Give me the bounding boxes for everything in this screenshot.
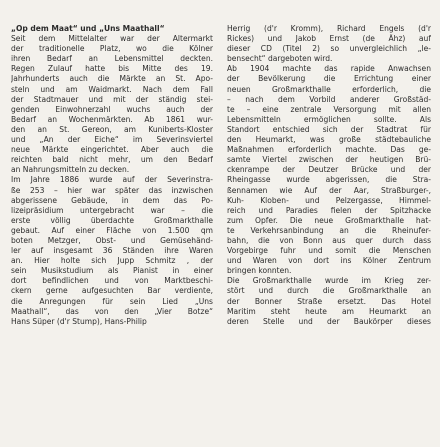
body-line: Seit dem Mittelalter war der Altermarkt bbox=[11, 34, 213, 44]
body-line: Im Jahre 1886 wurde auf der Severinstra- bbox=[11, 175, 213, 185]
body-line: te Verkehrsanbindung an die Rheinufer- bbox=[227, 225, 431, 235]
body-line: bahn, die von Bonn aus quer durch dass bbox=[227, 235, 431, 245]
body-line: erste völlig überdachte Großmarkthalle bbox=[11, 215, 213, 225]
body-line: bensecht“ dargeboten wird. bbox=[227, 54, 333, 64]
body-line: stört und durch die Großmarkthalle an bbox=[227, 286, 431, 296]
body-line: Rheingasse wurde abgerissen, die Stra- bbox=[227, 175, 431, 185]
body-line: reich und Paradies fielen der Spitzhacke bbox=[227, 205, 431, 215]
body-line: sein Musikstudium als Pianist in einer bbox=[11, 266, 213, 276]
body-line: Maritim steht heute am Heumarkt an bbox=[227, 306, 431, 316]
body-line: der Bevölkerung die Errichtung einer bbox=[227, 74, 431, 84]
body-line: neuen Großmarkthalle erforderlich, die bbox=[227, 84, 431, 94]
body-line: Kuh- Kloben- und Pelzergasse, Himmel- bbox=[227, 195, 431, 205]
body-line: lizeipräsidium untergebracht war – die bbox=[11, 205, 213, 215]
body-line: neue Märkte eingerichtet. Aber auch die bbox=[11, 145, 213, 155]
body-line: dieser CD (Titel 2) so unvergleichlich „le- bbox=[227, 44, 431, 54]
body-line: und „An der Eiche“ im Severinsviertel bbox=[11, 135, 213, 145]
body-line: ße 253 – hier war später das inzwischen bbox=[11, 185, 213, 195]
body-line: bringen konnten. bbox=[227, 266, 292, 276]
body-line: den Heumarkt, was große städtebauliche bbox=[227, 135, 431, 145]
body-line: und Waren von dort ins Kölner Zentrum bbox=[227, 256, 431, 266]
body-line: Vorgebirge fuhr und somit die Menschen bbox=[227, 246, 431, 256]
body-line: Bedarf an Wochenmärkten. Ab 1861 wur- bbox=[11, 114, 213, 124]
body-line: Jahrhunderts auch die Märkte an St. Apo- bbox=[11, 74, 213, 84]
body-line: den an St. Gereon, am Kuniberts-Kloster bbox=[11, 124, 213, 134]
body-line: Hans Süper (d'r Stump), Hans-Philip bbox=[11, 316, 147, 326]
body-line: ckenrampe der Deutzer Brücke und der bbox=[227, 165, 431, 175]
body-line: Maathall“, das von den „Vier Botze“ bbox=[11, 306, 213, 316]
body-line: der Stadtmauer und mit der ständig stei- bbox=[11, 94, 213, 104]
body-line: Herrig (d'r Kromm), Richard Engels (d'r bbox=[227, 24, 431, 33]
body-line: te – eine zentrale Versorgung mit allen bbox=[227, 104, 431, 114]
body-line: genden Einwohnerzahl wuchs auch der bbox=[11, 104, 213, 114]
body-line: Lebensmitteln ermöglichen sollte. Als bbox=[227, 114, 431, 124]
right-text-column bbox=[227, 24, 431, 327]
body-line: samte Viertel zwischen der heutigen Brü- bbox=[227, 155, 431, 165]
body-line: an. Hier holte sich Jupp Schmitz , der bbox=[11, 256, 213, 266]
body-line: ler auf insgesamt 36 Ständen ihre Waren bbox=[11, 246, 213, 256]
body-line: boten Metzger, Obst- und Gemüsehänd- bbox=[11, 235, 213, 245]
body-line: gebaut. Auf einer Fläche von 1.500 qm bbox=[11, 225, 213, 235]
body-line: steln und am Waidmarkt. Nach dem Fall bbox=[11, 84, 213, 94]
body-line: ckern gerne aufgesuchten Bar verdiente, bbox=[11, 286, 213, 296]
left-text-column bbox=[11, 24, 213, 327]
body-line: der Bonner Straße ersetzt. Das Hotel bbox=[227, 296, 431, 306]
body-line: an Nahrungsmitteln zu decken. bbox=[11, 165, 130, 175]
body-line: die Anregungen für sein Lied „Uns bbox=[11, 296, 213, 306]
body-line: zum Opfer. Die neue Großmarkthalle hat- bbox=[227, 215, 431, 225]
body-line: dort befindlichen und von Marktbeschi- bbox=[11, 276, 213, 286]
body-line: ßennamen wie Auf der Aar, Straßburger-, bbox=[227, 185, 431, 195]
section-heading: „Op dem Maat“ und „Uns Maathall“ bbox=[11, 24, 165, 33]
body-line: Rickes) und Jakob Ernst (de Ähz) auf bbox=[227, 34, 431, 44]
body-line: der traditionelle Platz, wo die Kölner bbox=[11, 44, 213, 54]
body-line: Maßnahmen erforderlich machte. Das ge- bbox=[227, 145, 431, 155]
body-line: Regen Zulauf hatte bis Mitte des 19. bbox=[11, 64, 213, 74]
body-line: Ab 1904 machte das rapide Anwachsen bbox=[227, 64, 431, 74]
body-line: ihren Bedarf an Lebensmittel deckten. bbox=[11, 54, 213, 64]
body-line: – nach dem Vorbild anderer Großstäd- bbox=[227, 94, 431, 104]
body-line: reichten bald nicht mehr, um den Bedarf bbox=[11, 155, 213, 165]
body-line: abgerissene Gebäude, in dem das Po- bbox=[11, 195, 213, 205]
body-line: deren Stelle und der Baukörper dieses bbox=[227, 316, 431, 326]
body-line: Die Großmarkthalle wurde im Krieg zer- bbox=[227, 276, 431, 286]
body-line: Standort entschied sich der Stadtrat für bbox=[227, 124, 431, 134]
